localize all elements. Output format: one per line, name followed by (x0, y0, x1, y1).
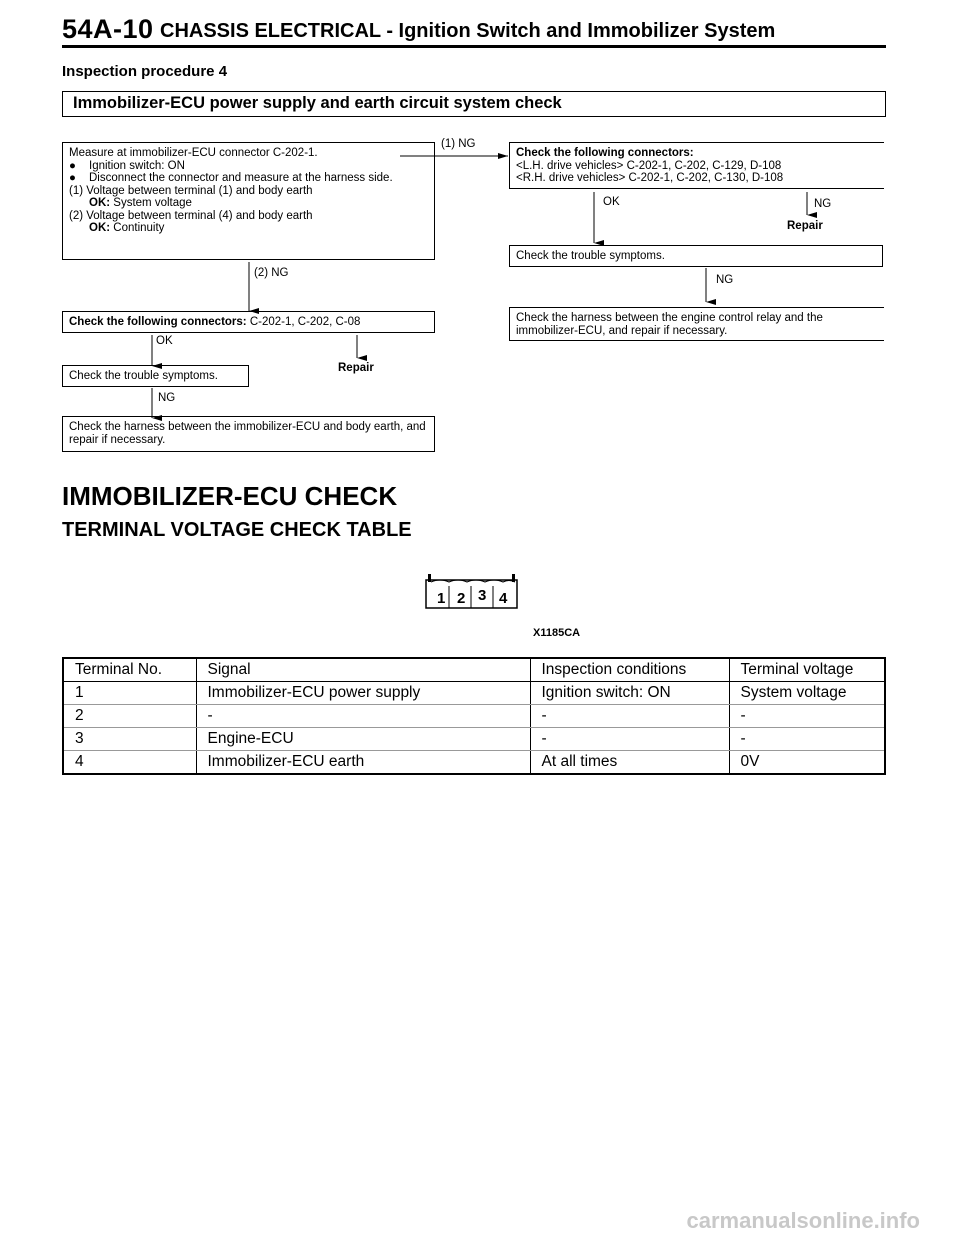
cell-voltage: 0V (729, 751, 885, 775)
left-repair-label: Repair (338, 362, 374, 374)
right-trouble-text: Check the trouble symptoms. (516, 250, 665, 262)
cell-conditions: - (530, 705, 729, 728)
cell-terminal: 3 (63, 728, 196, 751)
right-connectors-rh: <R.H. drive vehicles> C-202-1, C-202, C-130, D-108 (516, 172, 784, 184)
page-title: CHASSIS ELECTRICAL - Ignition Switch and Immobilizer System (160, 20, 776, 42)
section-code: 54A-10 (62, 14, 154, 44)
cell-signal: Immobilizer-ECU earth (196, 751, 530, 775)
col-header-voltage: Terminal voltage (729, 658, 885, 682)
pin-label-2: 2 (457, 590, 466, 607)
terminal-voltage-table (62, 657, 886, 775)
right-connectors-box (509, 142, 884, 189)
left-connectors-title: Check the following connectors: (69, 316, 247, 328)
cell-signal: Immobilizer-ECU power supply (196, 682, 530, 705)
left-connectors-value: C-202-1, C-202, C-08 (249, 316, 361, 328)
section-heading: IMMOBILIZER-ECU CHECK (62, 481, 398, 511)
pin-label-1: 1 (437, 590, 446, 607)
section-subheading: TERMINAL VOLTAGE CHECK TABLE (62, 519, 412, 541)
measure-line1: Measure at immobilizer-ECU connector C-202-1. (69, 147, 318, 159)
table-header-row (63, 658, 885, 682)
right-ng2-label: NG (716, 274, 734, 286)
table-row (63, 751, 885, 775)
left-trouble-box (62, 365, 249, 387)
cell-terminal: 2 (63, 705, 196, 728)
pin-label-3: 3 (478, 587, 487, 604)
right-trouble-box (509, 245, 883, 267)
left-trouble-text: Check the trouble symptoms. (69, 370, 218, 382)
right-ng-label: NG (814, 198, 832, 210)
cell-signal: Engine-ECU (196, 728, 530, 751)
col-header-signal: Signal (196, 658, 530, 682)
right-repair-label: Repair (787, 220, 823, 232)
measure-item1-ok: OK: System voltage (89, 197, 192, 209)
procedure-label: Inspection procedure 4 (62, 63, 228, 80)
right-connectors-title: Check the following connectors: (516, 147, 694, 159)
procedure-title: Immobilizer-ECU power supply and earth circuit system check (73, 94, 562, 112)
table-row (63, 705, 885, 728)
measure-box (62, 142, 435, 260)
measure-bullet1: ● Ignition switch: ON (69, 159, 185, 172)
cell-terminal: 4 (63, 751, 196, 775)
left-ng-label: NG (158, 392, 176, 404)
table-row (63, 682, 885, 705)
left-connectors-box (62, 311, 435, 333)
cell-voltage: - (729, 705, 885, 728)
col-header-conditions: Inspection conditions (530, 658, 729, 682)
measure-bullet2: ● Disconnect the connector and measure at the harness side. (69, 172, 393, 184)
right-ok-label: OK (603, 196, 620, 208)
connector-figure (425, 572, 521, 612)
left-harness-text: Check the harness between the immobilizer-ECU and body earth, and repair if necessary. (69, 421, 426, 446)
cell-signal: - (196, 705, 530, 728)
watermark: carmanualsonline.info (686, 1208, 920, 1233)
cell-conditions: At all times (530, 751, 729, 775)
cell-conditions: Ignition switch: ON (530, 682, 729, 705)
right-connectors-lh: <L.H. drive vehicles> C-202-1, C-202, C-129, D-108 (516, 159, 782, 172)
right-harness-box (509, 307, 884, 341)
table-row (63, 728, 885, 751)
left-harness-box (62, 416, 435, 452)
measure-item2-ok: OK: Continuity (89, 222, 165, 234)
cell-voltage: - (729, 728, 885, 751)
cell-terminal: 1 (63, 682, 196, 705)
right-harness-text: Check the harness between the engine control relay and the immobilizer-ECU, and repair if necessary. (516, 312, 823, 337)
ng2-label: (2) NG (254, 267, 289, 279)
measure-item1: (1) Voltage between terminal (1) and body earth (69, 184, 313, 197)
measure-item2: (2) Voltage between terminal (4) and body earth (69, 209, 313, 222)
ng1-label: (1) NG (441, 138, 476, 150)
cell-conditions: - (530, 728, 729, 751)
left-ok-label: OK (156, 335, 173, 347)
cell-voltage: System voltage (729, 682, 885, 705)
pin-label-4: 4 (499, 590, 508, 607)
col-header-terminal: Terminal No. (63, 658, 196, 682)
figure-code: X1185CA (533, 627, 581, 639)
